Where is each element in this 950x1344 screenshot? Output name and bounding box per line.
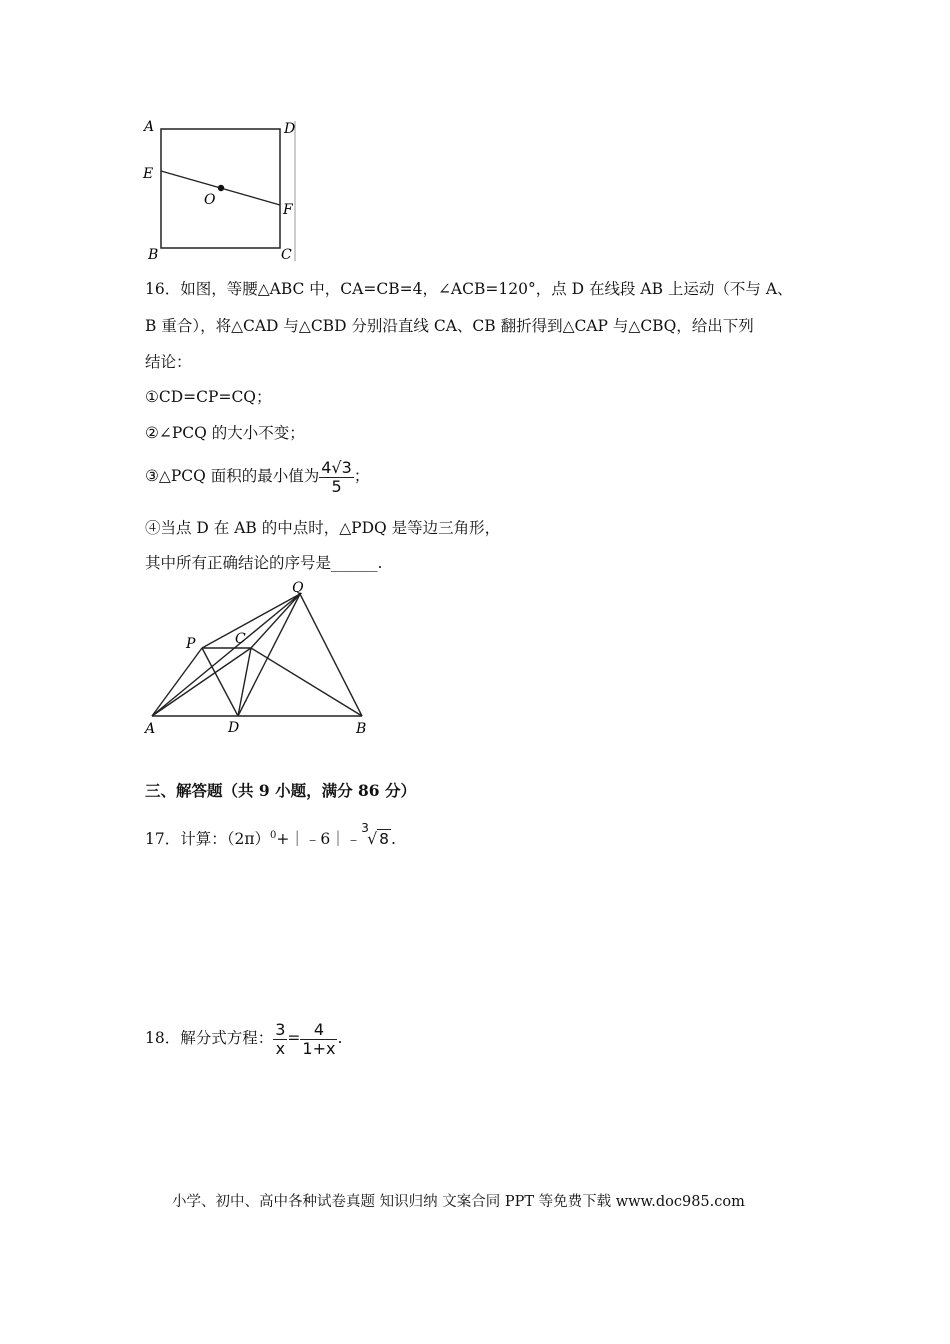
rhs-fraction <box>300 1021 337 1058</box>
q16-conclusion-3 <box>145 456 369 496</box>
q17-line <box>145 821 396 849</box>
fraction-numerator: 4√3 <box>321 457 352 477</box>
q18-prefix: 18．解分式方程： <box>145 1029 274 1047</box>
segment-pq <box>202 594 300 648</box>
segment-ac <box>152 648 251 716</box>
root-index: 3 <box>361 821 369 835</box>
q18-line <box>145 1018 342 1058</box>
label-q: Q <box>292 580 304 596</box>
label-b: B <box>148 247 159 263</box>
cube-root: 3 √ 8 <box>361 829 391 849</box>
point-o <box>218 185 224 191</box>
q16-conclusion-4: ④当点 D 在 AB 的中点时，△PDQ 是等边三角形， <box>145 519 501 537</box>
segment-aq <box>152 594 300 716</box>
segment-dq <box>238 594 300 716</box>
q18-suffix: . <box>337 1029 343 1047</box>
label-d: D <box>284 121 296 137</box>
lhs-denominator: x <box>275 1038 286 1058</box>
radicand: 8 <box>379 830 390 848</box>
lhs-numerator: 3 <box>275 1019 286 1039</box>
label-a: A <box>144 119 155 135</box>
label-d2: D <box>228 720 240 736</box>
q16-conclusion-2: ②∠PCQ 的大小不变； <box>145 424 305 442</box>
rhs-denominator: 1+x <box>302 1038 336 1058</box>
q17-suffix: . <box>391 830 396 848</box>
q16-question: 其中所有正确结论的序号是______. <box>145 554 383 572</box>
q16-c3-suffix: ； <box>353 467 370 485</box>
segment-pd <box>202 648 238 716</box>
label-o: O <box>204 192 216 208</box>
fraction-denominator: 5 <box>331 476 342 496</box>
q16-c3-prefix: ③△PCQ 面积的最小值为 <box>145 467 320 485</box>
q17-middle: +｜﹣6｜﹣ <box>276 830 362 848</box>
triangle-figure <box>140 580 380 740</box>
segment-cd <box>238 648 251 716</box>
label-e: E <box>143 166 154 182</box>
label-p: P <box>186 636 196 652</box>
q16-line3: 结论： <box>145 353 192 371</box>
label-b2: B <box>356 721 367 737</box>
q16-line2: B 重合），将△CAD 与△CBD 分别沿直线 CA、CB 翻折得到△CAP 与△CBQ，给出下列 <box>145 317 754 335</box>
label-c2: C <box>235 631 246 647</box>
rhs-numerator: 4 <box>313 1019 325 1039</box>
label-f: F <box>283 202 293 218</box>
q17-prefix: 17．计算：（2π） <box>145 830 271 848</box>
equals-sign: = <box>287 1029 301 1047</box>
q16-conclusion-1: ①CD=CP=CQ； <box>145 388 272 406</box>
segment-cq <box>251 594 300 648</box>
label-a2: A <box>145 721 156 737</box>
label-c: C <box>281 247 292 263</box>
lhs-fraction <box>273 1021 287 1058</box>
q17-exponent: 0 <box>270 830 277 841</box>
segment-ap <box>152 648 202 716</box>
square-figure <box>140 115 305 265</box>
q16-line1: 16．如图，等腰△ABC 中，CA=CB=4，∠ACB=120°，点 D 在线段 AB 上运动（不与 A、 <box>145 280 793 298</box>
section-heading: 三、解答题（共 9 小题，满分 86 分） <box>145 781 416 800</box>
min-area-fraction <box>319 459 354 496</box>
page-footer: 小学、初中、高中各种试卷真题 知识归纳 文案合同 PPT 等免费下载 www.doc985.com <box>172 1194 745 1210</box>
